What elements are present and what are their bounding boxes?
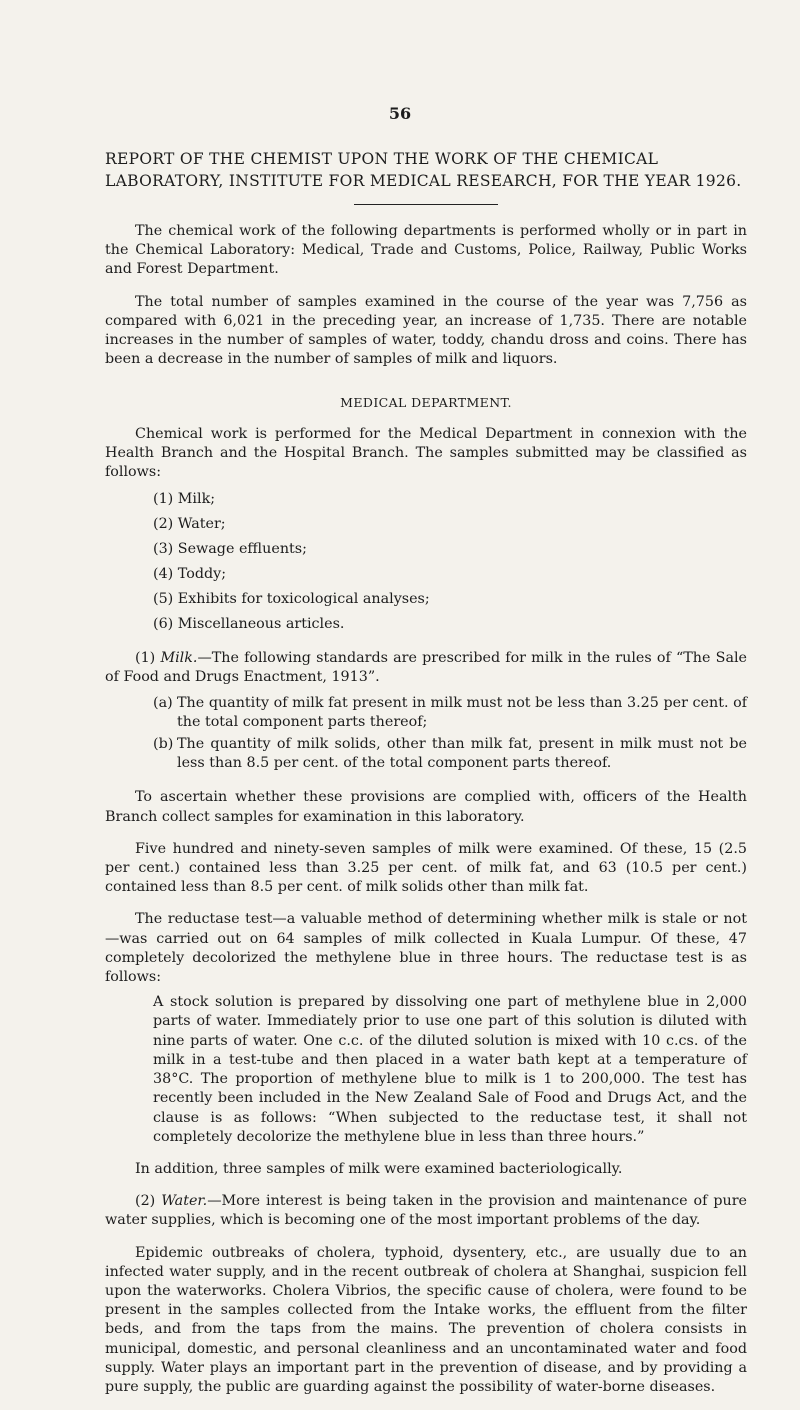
milk-standards-list <box>153 694 747 774</box>
water-intro-paragraph <box>105 1192 747 1230</box>
report-body <box>105 148 747 1410</box>
standard-text: The quantity of milk solids, other than milk fat, present in milk must not be less than 8.5 per cent. of the total component parts thereof. <box>177 736 747 772</box>
list-item <box>153 735 747 773</box>
sample-class-list <box>153 487 747 637</box>
water-epidemic-paragraph: Epidemic outbreaks of cholera, typhoid, dysentery, etc., are usually due to an infected water supply, and in the recent outbreak of cholera at Shanghai, suspicion fell upon the waterworks. Cholera Vibrios, the specific cause of cholera, were found to be present in the samples collected from the Intake works, the effluent from the filter beds, and from the taps from the mains. The prevention of cholera consists in municipal, domestic, and personal cleanliness and an uncontaminated water and food supply. Water plays an important part in the prevention of disease, and by providing a pure supply, the public are guarding against the possibility of water-borne diseases. <box>105 1244 747 1395</box>
reductase-method-block: A stock solution is prepared by dissolving one part of methylene blue in 2,000 parts of water. Immediately prior to use one part of this solution is diluted with nine parts of water. One c.c. of the diluted solution is mixed with 10 c.cs. of the milk in a test-tube and then placed in a water bath kept at a temperature of 38°C. The proportion of methylene blue to milk is 1 to 200,000. The test has recently been included in the New Zealand Sale of Food and Drugs Act, and the clause is as follows: “When subjected to the reductase test, it shall not completely decolorize the methylene blue in less than three hours.” <box>153 994 747 1145</box>
standard-label: (b) <box>153 736 174 753</box>
intro-paragraph-totals: The total number of samples examined in the course of the year was 7,756 as compared with 6,021 in the preceding year, an increase of 1,735. There are notable increases in the number of samples of water, toddy, chandu dross and coins. There has been a decrease in the number of samples of milk and liquors. <box>105 293 747 368</box>
list-item <box>153 694 747 732</box>
water-label: (2) <box>135 1193 156 1210</box>
water-title: Water. <box>161 1193 208 1210</box>
milk-label: (1) <box>135 650 156 667</box>
milk-intro-paragraph <box>105 649 747 687</box>
list-item: (2) Water; <box>153 516 226 533</box>
page-number: 56 <box>388 104 412 123</box>
report-title: REPORT OF THE CHEMIST UPON THE WORK OF THE CHEMICAL LABORATORY, INSTITUTE FOR MEDICAL RESEARCH, FOR THE YEAR 1926. <box>105 150 742 190</box>
water-intro-text: —More interest is being taken in the provision and maintenance of pure water supplies, which is becoming one of the most important problems of the day. <box>105 1193 747 1229</box>
standard-text: The quantity of milk fat present in milk must not be less than 3.25 per cent. of the total component parts thereof; <box>177 694 747 730</box>
milk-title: Milk. <box>160 650 198 667</box>
list-item: (5) Exhibits for toxicological analyses; <box>153 591 430 608</box>
milk-bacteriology-paragraph: In addition, three samples of milk were examined bacteriologically. <box>135 1160 623 1177</box>
list-item: (1) Milk; <box>153 491 216 508</box>
milk-examined-paragraph: Five hundred and ninety-seven samples of milk were examined. Of these, 15 (2.5 per cent.) contained less than 3.25 per cent. of milk fat, and 63 (10.5 per cent.) contained less than 8.5 per cent. of milk solids other than milk fat. <box>105 840 747 896</box>
medical-intro-paragraph: Chemical work is performed for the Medical Department in connexion with the Health Branch and the Hospital Branch. The samples submitted may be classified as follows: <box>105 425 747 481</box>
intro-paragraph-departments: The chemical work of the following departments is performed wholly or in part in the Chemical Laboratory: Medical, Trade and Customs, Police, Railway, Public Works and Forest Department. <box>105 223 747 278</box>
list-item: (6) Miscellaneous articles. <box>153 616 345 633</box>
milk-reductase-paragraph: The reductase test—a valuable method of determining whether milk is stale or not—was carried out on 64 samples of milk collected in Kuala Lumpur. Of these, 47 completely decolorized the methylene blue in three hours. The reductase test is as follows: <box>105 911 747 986</box>
section-heading-medical: MEDICAL DEPARTMENT. <box>340 395 512 411</box>
list-item: (3) Sewage effluents; <box>153 541 307 558</box>
list-item: (4) Toddy; <box>153 566 227 583</box>
milk-intro-text: —The following standards are prescribed for milk in the rules of “The Sale of Food and Drugs Enactment, 1913”. <box>105 650 748 686</box>
title-divider <box>354 204 498 205</box>
standard-label: (a) <box>153 694 173 711</box>
milk-ascertain-paragraph: To ascertain whether these provisions are complied with, officers of the Health Branch collect samples for examination in this laboratory. <box>105 789 747 825</box>
